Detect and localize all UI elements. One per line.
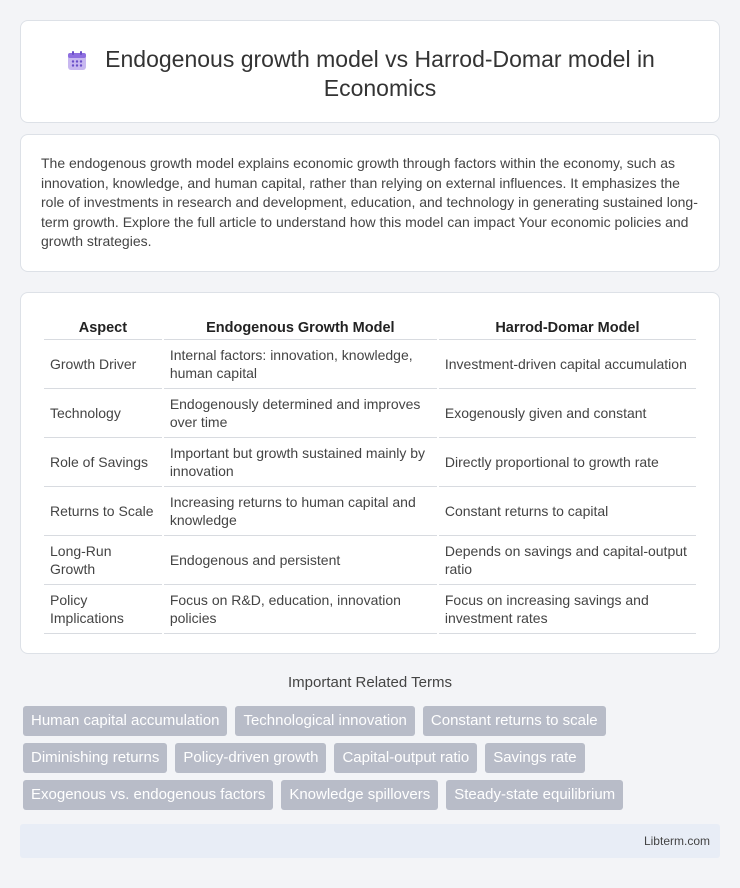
tag-capital-output-ratio[interactable]: Capital-output ratio — [334, 743, 477, 773]
tag-knowledge-spillovers[interactable]: Knowledge spillovers — [281, 780, 438, 810]
table-cell: Increasing returns to human capital and knowledge — [164, 487, 437, 536]
related-terms-tags — [23, 706, 663, 810]
table-cell: Endogenous and persistent — [164, 536, 437, 585]
tag-constant-returns-to-scale[interactable]: Constant returns to scale — [423, 706, 606, 736]
table-row — [44, 389, 696, 438]
table-cell: Important but growth sustained mainly by innovation — [164, 438, 437, 487]
table-cell: Constant returns to capital — [439, 487, 696, 536]
table-row — [44, 438, 696, 487]
tag-savings-rate[interactable]: Savings rate — [485, 743, 584, 773]
table-cell: Focus on increasing savings and investment rates — [439, 585, 696, 634]
table-row — [44, 487, 696, 536]
table-row — [44, 536, 696, 585]
table-cell: Returns to Scale — [44, 487, 162, 536]
column-header-harrod-domar: Harrod-Domar Model — [439, 316, 696, 340]
tag-policy-driven-growth[interactable]: Policy-driven growth — [175, 743, 326, 773]
tag-human-capital-accumulation[interactable]: Human capital accumulation — [23, 706, 227, 736]
table-cell: Depends on savings and capital-output ratio — [439, 536, 696, 585]
table-cell: Policy Implications — [44, 585, 162, 634]
table-cell: Internal factors: innovation, knowledge, human capital — [164, 340, 437, 389]
comparison-table — [42, 316, 698, 634]
footer-site-link[interactable]: Libterm.com — [643, 834, 710, 848]
table-cell: Directly proportional to growth rate — [439, 438, 696, 487]
table-row — [44, 340, 696, 389]
footer — [20, 824, 720, 858]
column-header-aspect: Aspect — [44, 316, 162, 340]
intro-paragraph: The endogenous growth model explains economic growth through factors within the economy, such as innovation, knowledge, and human capital, rather than relying on external influences. It emphasizes the role of investments in research and development, education, and technology in generating sustained long-term growth. Explore the full article to understand how this model can impact Your economic policies and growth strategies. — [41, 155, 698, 250]
header-card — [20, 20, 720, 123]
tag-technological-innovation[interactable]: Technological innovation — [235, 706, 414, 736]
table-header-row — [44, 316, 696, 340]
intro-card — [20, 134, 720, 272]
table-cell: Investment-driven capital accumulation — [439, 340, 696, 389]
table-cell: Exogenously given and constant — [439, 389, 696, 438]
comparison-table-card — [20, 292, 720, 654]
table-row — [44, 585, 696, 634]
tag-diminishing-returns[interactable]: Diminishing returns — [23, 743, 167, 773]
column-header-endogenous: Endogenous Growth Model — [164, 316, 437, 340]
tag-exogenous-vs-endogenous[interactable]: Exogenous vs. endogenous factors — [23, 780, 273, 810]
table-cell: Growth Driver — [44, 340, 162, 389]
table-cell: Endogenously determined and improves over time — [164, 389, 437, 438]
related-terms-title: Important Related Terms — [288, 674, 452, 691]
table-cell: Technology — [44, 389, 162, 438]
table-cell: Focus on R&D, education, innovation policies — [164, 585, 437, 634]
tag-steady-state-equilibrium[interactable]: Steady-state equilibrium — [446, 780, 623, 810]
table-cell: Role of Savings — [44, 438, 162, 487]
page-title: Endogenous growth model vs Harrod-Domar model in Economics — [105, 46, 655, 101]
table-cell: Long-Run Growth — [44, 536, 162, 585]
